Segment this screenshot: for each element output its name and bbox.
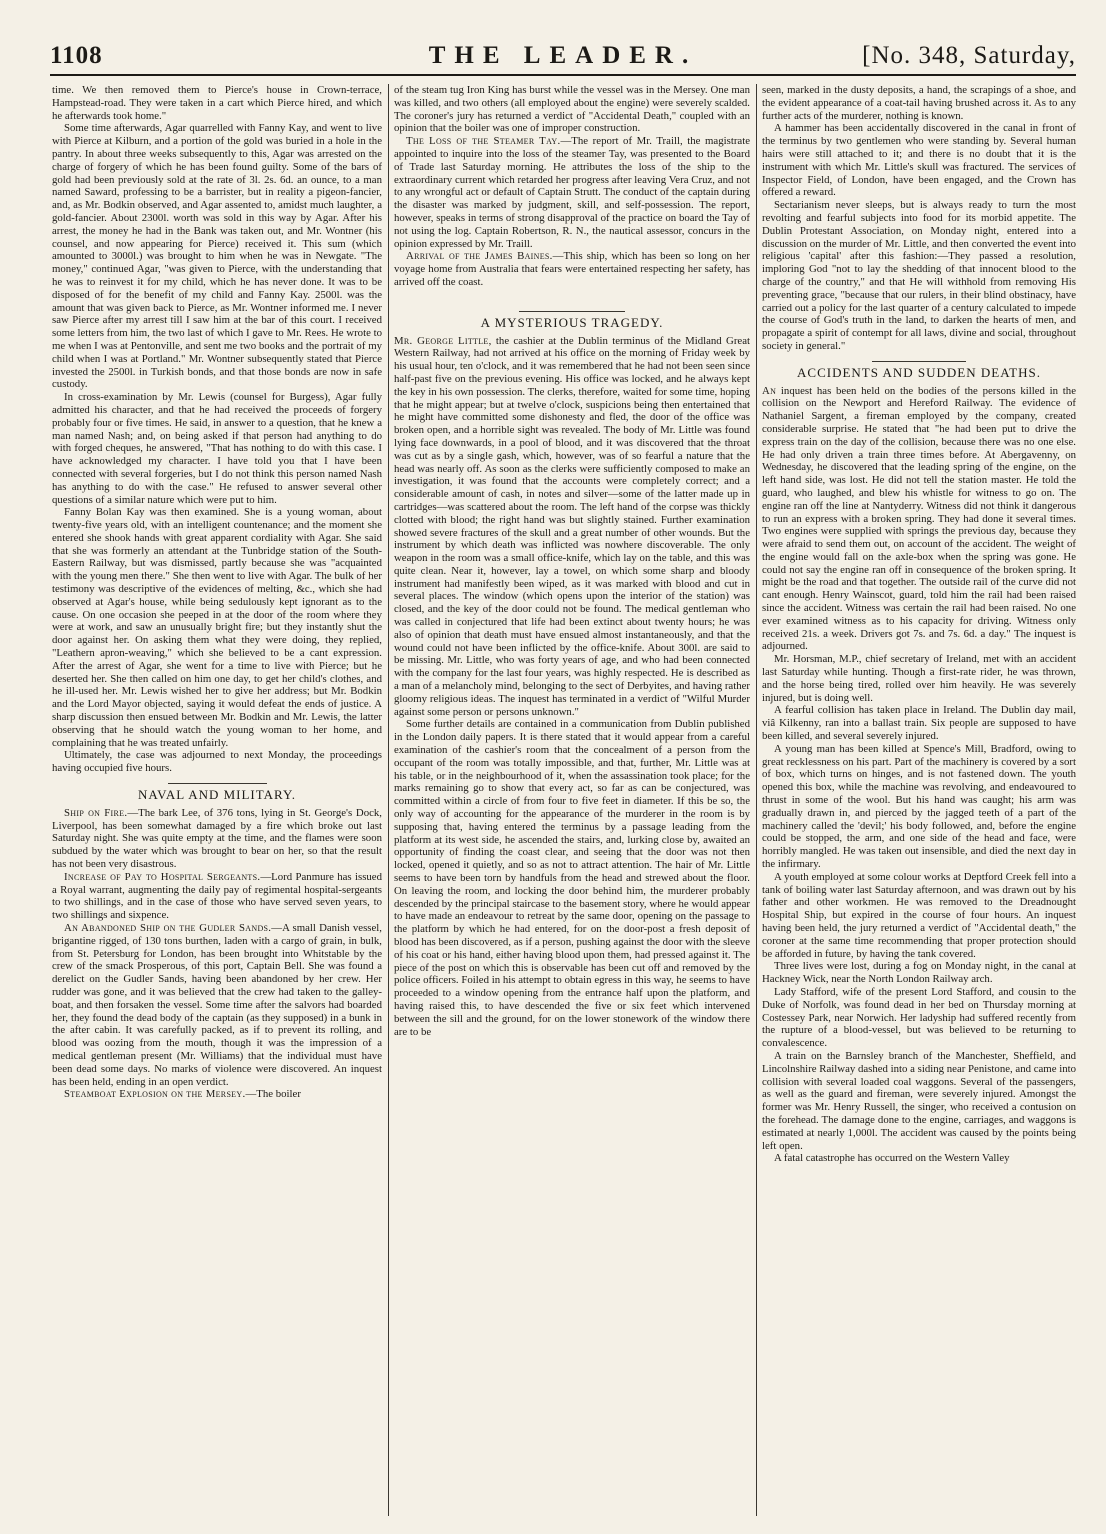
article [762, 385, 1076, 654]
paragraph: Some time afterwards, Agar quarrelled with Fanny Kay, and went to live with Pierce at Kilburn, and a portion of the gold was buried in a hole in the pantry. In about three weeks subsequently to this, Agar was arrested on the charge of forgery of which he has been found guilty. Some of the bars of gold had been previously sold at the rate of 3l. 2s. 6d. an ounce, to a man named Saward, professing to be a barrister, but in reality a pigeon-fancier, and, as Mr. Bodkin observed, and Agar assented to, amidst much laughter, a gold-fancier. About 2300l. worth was sold in this way by Agar. After his arrest, the money he had in the Bank was taken out, and Mr. Wontner (his counsel, and now appearing for Pierce) received it. This sum (which amounted to 3000l.) was brought to him when he was in Newgate. "The money," continued Agar, "was given to Pierce, with the understanding that he was to reinvest it for my child, which he has never done. It was to be disposed of for the benefit of my child and Fanny Kay. 2500l. was the amount that was given back to Pierce, as Mr. Wontner informed me. I never saw Pierce after my arrest till I saw him at the bar of this court. I received some letters from him, the two last of which I gave to Mr. Rees. He wrote to me when I was at Pentonville, and sent me two books and the portrait of my child when I was at Portland." Mr. Wontner subsequently stated that Pierce invested the 2500l. in Turkish bonds, and that those bonds are now in safe custody. [52, 122, 382, 391]
paragraph: Lady Stafford, wife of the present Lord Stafford, and cousin to the Duke of Norfolk, was found dead in her bed on Thursday morning at Costessey Park, near Norwich. Her ladyship had suffered recently from the rupture of a blood-vessel, but was believed to be returning to convalescence. [762, 985, 1076, 1050]
paragraph: Three lives were lost, during a fog on Monday night, in the canal at Hackney Wick, near the North London Railway arch. [762, 960, 1076, 986]
header-rule [50, 74, 1076, 76]
section-heading-accidents: ACCIDENTS AND SUDDEN DEATHS. [762, 361, 1076, 380]
paragraph: Some further details are contained in a communication from Dublin published in the London daily papers. It is there stated that it would appear from a careful examination of the cashier's room that the concealment of a person from the occupant of the room was totally impossible, and that, further, Mr. Little was at his table, or in the neighbourhood of it, when the assassination took place; for the marks remaining go to show that every act, so far as can be conjectured, was committed within a circle of from four to five feet in diameter. If this be so, the only way of accounting for the appearance of the murderer in the room is by supposing that, having entered the terminus by a passage leading from the platform at its west side, he ascended the stairs, and, lurking close by, awaited an opportunity of finding the coast clear, and seeing that the door was not then locked, opened it quietly, and so as not to attract attention. The hair of Mr. Little seems to have been torn by handfuls from the head and strewed about the floor. On leaving the room, and locking the door behind him, the murderer probably descended by the principal staircase to the basement story, where he would appear to have made an endeavour to retreat by the same door, opening on the passage to the platform by which he had entered, for on the door-post a fresh deposit of blood has been discovered, as if a person, pushing against the door with the sleeve of his coat or his hand, either having blood upon them, had pressed against it. The piece of the post on which this is observable has been cut off and removed by the police officers. Foiled in his attempt to obtain egress in this way, he seems to have proceeded to a window opening from the entrance half upon the platform, and having raised this, to have descended the five or six feet which intervened between the sill and the ground, for on the lower stonework of the window there are to be [394, 718, 750, 1038]
article [52, 871, 382, 922]
article [394, 135, 750, 250]
article-body: —The bark Lee, of 376 tons, lying in St. George's Dock, Liverpool, has been somewhat damaged by a fire which broke out last Saturday night. She was quite empty at the time, and the flames were soon subdued by the water which was brought to bear on her, so that the result has not been very disastrous. [52, 806, 382, 871]
article-body: —Lord Panmure has issued a Royal warrant, augmenting the daily pay of regimental hospital-sergeants to two shillings, and in the case of those who have served seven years, to two shillings and sixpence. [52, 870, 382, 922]
column-2 [394, 84, 750, 1516]
section-heading-naval: NAVAL AND MILITARY. [52, 783, 382, 802]
column-1 [52, 84, 382, 1516]
article [394, 335, 750, 719]
article-title: Arrival of the James Baines. [406, 250, 553, 263]
article-title: The Loss of the Steamer Tay. [406, 135, 561, 148]
article-lead: Mr. George Little, [394, 334, 492, 347]
paragraph: of the steam tug Iron King has burst while the vessel was in the Mersey. One man was killed, and two others (all employed about the engine) were severely scalded. The coroner's jury has returned a verdict of "Accidental Death," coupled with an opinion that the boiler was one of improper construction. [394, 84, 750, 135]
article-title: Steamboat Explosion on the Mersey. [64, 1088, 246, 1101]
paragraph: A youth employed at some colour works at Deptford Creek fell into a tank of boiling water last Saturday afternoon, and was drawn out by his father and other workmen. He was removed to the Dreadnought Hospital Ship, but expired in the course of four hours. An inquest having been held, the jury returned a verdict of "Accidental death," the coroner at the same time recommending that proper protection should be afforded in future, by having the tank covered. [762, 870, 1076, 960]
article [394, 250, 750, 288]
paragraph: Sectarianism never sleeps, but is always ready to turn the most revolting and fearful subjects into food for its morbid appetite. The Dublin Protestant Association, on Monday night, entered into a discussion on the murder of Mr. Little, and then converted the event into religious 'capital' after this fashion:—They passed a resolution, imploring God "not to lay the shedding of that innocent blood to the charge of the country," and that He will withhold from removing His preventing grace, "because that our rulers, in their blind obstinacy, have carried out a policy for the last quarter of a century calculated to impede the course of God's truth in the land, to darken the hearts of men, and propagate a spirit of contempt for all laws, divine and social, throughout society in general." [762, 199, 1076, 352]
article-body: —This ship, which has been so long on her voyage home from Australia that fears were entertained respecting her safety, has arrived off the coast. [394, 250, 750, 288]
article [52, 1088, 382, 1101]
paragraph: Mr. Horsman, M.P., chief secretary of Ireland, met with an accident last Saturday while hunting. Though a first-rate rider, he was thrown, and the horse being tired, rolled over him heavily. He was severely injured, but is doing well. [762, 653, 1076, 704]
page-number: 1108 [50, 42, 103, 69]
paragraph: seen, marked in the dusty deposits, a hand, the scrapings of a shoe, and the evident appearance of a coat-tail having brushed across it. As to any further acts of the murderer, nothing is known. [762, 84, 1076, 122]
column-divider [756, 84, 757, 1516]
paragraph: Ultimately, the case was adjourned to next Monday, the proceedings having occupied five hours. [52, 749, 382, 775]
article-body: inquest has been held on the bodies of the persons killed in the collision on the Newport and Hereford Railway. The evidence of Nathaniel Sargent, a fireman employed by the company, created considerable surprise. He stated that "he had been put to drive the express train on the day of the collision, because there was no one else. He had only driven a train three times before. At Abergavenny, on Wednesday, he discovered that the leading spring of the engine, on the left hand side, was lost. He did not tell the station master. He told the guard, who laughed, and blew his whistle for witness to go on. The engine ran off the line at Nantyderry. Witness did not think it dangerous to run an express with a broken spring. They had done it several times. Two engines were supplied with springs the previous day, because they were afraid to send them out, on account of the accident. The weight of the engine would fall on the axle-box when the spring was gone. He could not say the engine ran off in consequence of the broken spring. It might be the road and that together. The outside rail of the curve did not cant enough. Henry Wainscot, guard, told him the rail had been raised since the accident. Witness was certain the rail had been raised. No one ever examined witness as to his capacity for driving. Witness only received 21s. a week. Drivers got 7s. and 7s. 6d. a day." The inquest is adjourned. [762, 384, 1076, 653]
paragraph: A young man has been killed at Spence's Mill, Bradford, owing to great recklessness on his part. Part of the machinery is covered by a sort of box, which turns on hinges, and is not fastened down. The youth opened this box, while the machine was revolving, and endeavoured to thrust in some of the wool. But his hand was caught; his arm was gradually drawn in, and pierced by the jagged teeth of a part of the machinery called the 'devil;' his body followed, and, before the engine could be stopped, the arm, and one side of the head and face, were horribly mangled. He was taken out insensible, and died the next day in the infirmary. [762, 742, 1076, 871]
paragraph: A train on the Barnsley branch of the Manchester, Sheffield, and Lincolnshire Railway dashed into a siding near Penistone, and came into collision with several loaded coal waggons. Several of the passengers, as well as the guard and fireman, were severely injured. Amongst the former was Mr. Henry Russell, the singer, who received a contusion on the forehead. The damage done to the engine, carriages, and waggons is estimated at nearly 1,000l. The accident was caused by the points being left open. [762, 1049, 1076, 1152]
paragraph: A hammer has been accidentally discovered in the canal in front of the terminus by two gentlemen who were standing by. Several human hairs were still attached to it; and there is no doubt that it is the instrument with which Mr. Little's skull was fractured. The services of Inspector Field, of London, have been engaged, and the Crown has offered a reward. [762, 122, 1076, 199]
column-3 [762, 84, 1076, 1516]
issue-label: [No. 348, Saturday, [862, 42, 1076, 69]
newspaper-title: THE LEADER. [428, 42, 698, 69]
page-header [50, 40, 1076, 76]
article-body: —The boiler [245, 1088, 301, 1101]
article-title: Increase of Pay to Hospital Sergeants. [64, 870, 261, 883]
article [52, 922, 382, 1088]
column-divider [388, 84, 389, 1516]
paragraph: In cross-examination by Mr. Lewis (counsel for Burgess), Agar fully admitted his character, and that he had received the proceeds of forgery probably four or five times. He said, in answer to a question, that he knew a man named Nash; and, on being asked if that person had anything to do with forged cheques, he answered, "That has nothing to do with this case. I have acknowledged my character. I have told you that I have been connected with several forgeries, but I do not think this person named Nash has anything to do with the case." He refused to answer several other questions of a similar nature which were put to him. [52, 391, 382, 506]
paragraph: Fanny Bolan Kay was then examined. She is a young woman, about twenty-five years old, with an intelligent countenance; and the moment she entered she shook hands with great apparent cordiality with Agar. She said that she was formerly an attendant at the Tunbridge station of the South-Eastern Railway, but was dismissed, partly because she was "acquainted with the young men there." She then went to live with Agar. The bulk of her testimony was descriptive of the evidences of melting, &c., which she had observed at Agar's house, while being sedulously kept ignorant as to the cause. On one occasion she peeped in at the door of the room where they were at work, and saw an unusually bright fire; but they instantly shut the door against her. On asking them what they were doing, they replied, "Leathern apron-weaving," which she believed to be a cant expression. After the arrest of Agar, she went for a time to live with Pierce; but he deserted her. She then called on him one day, to get her child's clothes, and he ill-used her. Mr. Lewis wished her to give her address; but Mr. Bodkin and the Lord Mayor objected, saying it would defeat the ends of justice. A sharp discussion then ensued between Mr. Bodkin and Mr. Lewis, the latter observing that he should watch the young woman to her home, and complaining that he was treated unfairly. [52, 506, 382, 749]
article-title: Ship on Fire. [64, 806, 128, 819]
article-title: An Abandoned Ship on the Gudler Sands. [64, 922, 272, 934]
paragraph: A fearful collision has taken place in Ireland. The Dublin day mail, viâ Kilkenny, ran into a ballast train. Six people are supposed to have been killed, and several severely injured. [762, 704, 1076, 743]
article-body: —A small Danish vessel, brigantine rigged, of 130 tons burthen, laden with a cargo of grain, in bulk, from St. Petersburg for London, has been brought into Whitstable by the crew of the smack Prosperous, of this port, Captain Bell. She was found a derelict on the Gudler Sands, having been abandoned by her crew. Her rudder was gone, and it was believed that the crew had taken to the galley-boat, and then forsaken the vessel. Some time after the salvors had boarded her, they found the dead body of the captain (as they supposed) in a bunk in the after cabin. It was carefully packed, as if to prevent its rolling, and blood was oozing from the mouth, though it was the impression of a medical gentleman present (Mr. Williams) that the individual must have been dead some days. No marks of violence were discovered. An inquest has been held, ending in an open verdict. [52, 922, 382, 1088]
paragraph: A fatal catastrophe has occurred on the Western Valley [774, 1152, 1010, 1165]
article [52, 807, 382, 871]
section-heading-tragedy: A MYSTERIOUS TRAGEDY. [394, 311, 750, 330]
paragraph: time. We then removed them to Pierce's house in Crown-terrace, Hampstead-road. They were taken in a cart which Pierce hired, and which he afterwards took home." [52, 84, 382, 122]
article-body: —The report of Mr. Traill, the magistrate appointed to inquire into the loss of the steamer Tay, was presented to the Board of Trade last Saturday morning. He attributes the loss of the ship to the extraordinary current which retarded her progress after leaving Vera Cruz, and not to any wrongful act or default of Captain Strutt. The conduct of the captain during the disaster was marked by judgment, skill, and self-possession. The report, however, speaks in terms of strong disapproval of the practice on board the Tay of not using the log. Captain Robertson, R. N., the nautical assessor, concurs in the opinion expressed by Mr. Traill. [394, 135, 750, 250]
article-body: the cashier at the Dublin terminus of the Midland Great Western Railway, had not arrived at his office on the morning of Friday week by his usual hour, ten o'clock, and it was remembered that he had not been seen since half-past five on the previous evening. His office was locked, and he always kept the key in his own possession. The clerks, therefore, waited for some time, hoping that he might appear; but at twelve o'clock, suspicions being then entertained that he might have committed some dishonesty and fled, the door of the office was broken open, and a horrible sight was revealed. The body of Mr. Little was found lying face downwards, in a pool of blood, and it was discovered that the throat was cut as by a single gash, which, however, was of so fearful a nature that the head was nearly off. As soon as the clerks were sufficiently composed to make an investigation, it was found that the accounts were completely correct; and a considerable amount of cash, in notes and silver—some of the latter made up in cartridges—was scattered about the room. The left hand of the corpse was thickly clotted with blood; the right hand was but slightly stained. Further examination showed severe fractures of the skull and a great number of other wounds. But the instrument by which death was inflicted was nowhere discoverable. The only weapon in the room was a small office-knife, which lay on the table, and this was quite clean. Near it, however, lay a towel, on which some sharp and bloody instrument had manifestly been wiped, as it was marked with blood and cut in several places. The window (which opens upon the interior of the station) was closed, and the key of the door could not be found. The medical gentleman who was called in conjectured that life had been extinct about twenty hours; he was also of opinion that death must have ensued almost instantaneously, and that the wound could not have been inflicted by the office-knife. About 300l. are said to be missing. Mr. Little, who was forty years of age, and who had been connected with the company for the last four years, was highly respected. He is described as a man of a melancholy mind, belonging to the sect of Derbyites, and having rather gloomy religious ideas. The inquest has terminated in a verdict of "Wilful Murder against some person or persons unknown." [394, 334, 750, 718]
article-lead: An [762, 384, 777, 397]
